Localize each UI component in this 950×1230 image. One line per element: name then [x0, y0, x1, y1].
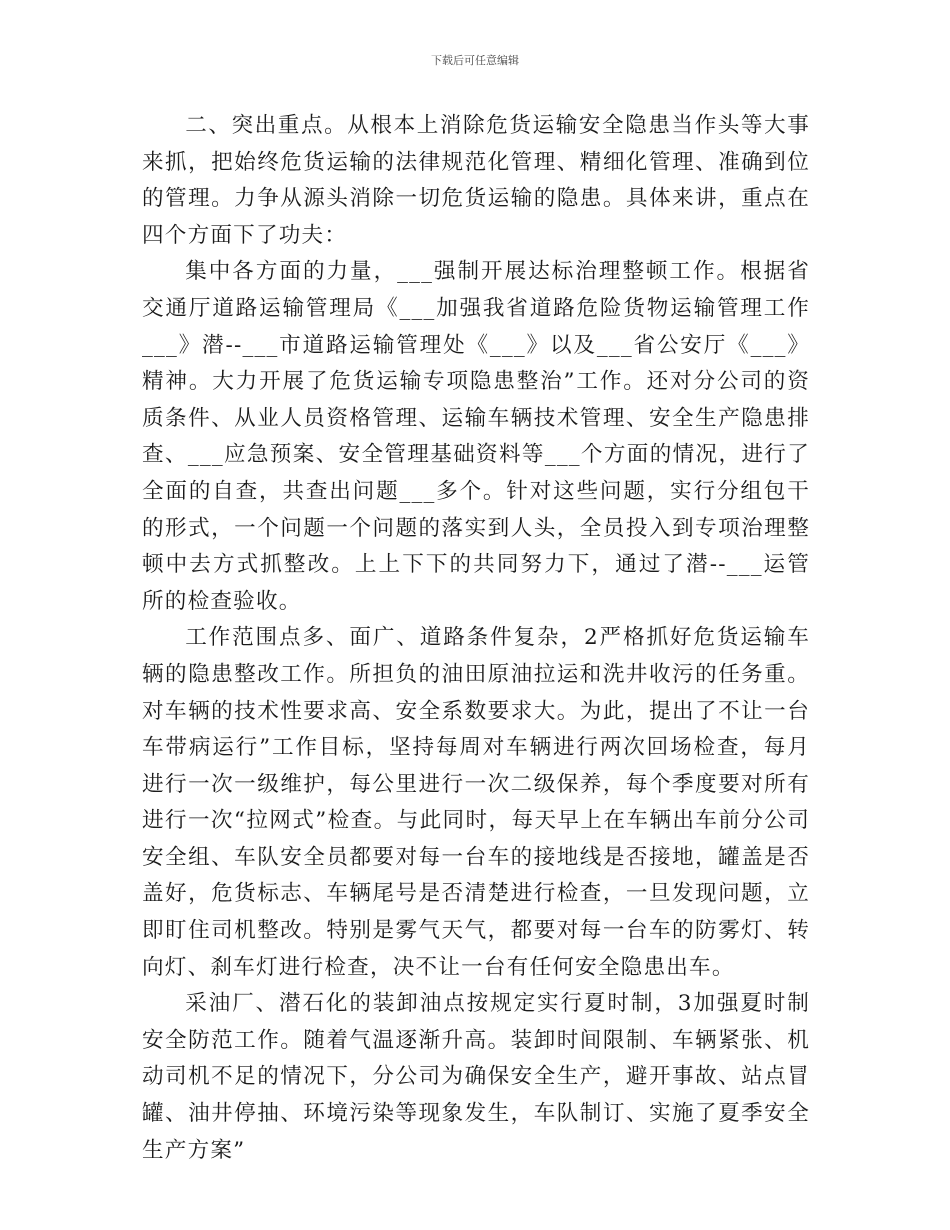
page-header: 下载后可任意编辑 [431, 54, 519, 67]
paragraph-4: 采油厂、潜石化的装卸油点按规定实行夏时制，3加强夏时制安全防范工作。随着气温逐渐升高。装卸时间限制、车辆紧张、机动司机不足的情况下，分公司为确保安全生产，避开事故、站点冒罐、油井停抽、环境污染等现象发生，车队制订、实施了夏季安全生产方案” [142, 991, 810, 1163]
paragraph-2: 集中各方面的力量，___强制开展达标治理整顿工作。根据省交通厅道路运输管理局《___加强我省道路危险货物运输管理工作___》潜--___市道路运输管理处《___》以及___省公安厅《___》精神。大力开展了危货运输专项隐患整治”工作。还对分公司的资质条件、从业人员资格管理、运输车辆技术管理、安全生产隐患排查、___应急预案、安全管理基础资料等___个方面的情况，进行了全面的自查，共查出问题___多个。针对这些问题，实行分组包干的形式，一个问题一个问题的落实到人头，全员投入到专项治理整顿中去方式抓整改。上上下下的共同努力下，通过了潜--___运管所的检查验收。 [142, 259, 810, 614]
paragraph-3: 工作范围点多、面广、道路条件复杂，2严格抓好危货运输车辆的隐患整改工作。所担负的油田原油拉运和洗井收污的任务重。对车辆的技术性要求高、安全系数要求大。为此，提出了不让一台车带病运行”工作目标，坚持每周对车辆进行两次回场检查，每月进行一次一级维护，每公里进行一次二级保养，每个季度要对所有进行一次“拉网式”检查。与此同时，每天早上在车辆出车前分公司安全组、车队安全员都要对每一台车的接地线是否接地，罐盖是否盖好，危货标志、车辆尾号是否清楚进行检查，一旦发现问题，立即盯住司机整改。特别是雾气天气，都要对每一台车的防雾灯、转向灯、刹车灯进行检查，决不让一台有任何安全隐患出车。 [142, 625, 810, 980]
paragraph-1: 二、突出重点。从根本上消除危货运输安全隐患当作头等大事来抓，把始终危货运输的法律规范化管理、精细化管理、准确到位的管理。力争从源头消除一切危货运输的隐患。具体来讲，重点在四个方面下了功夫： [142, 113, 810, 248]
document-body [142, 108, 810, 1169]
